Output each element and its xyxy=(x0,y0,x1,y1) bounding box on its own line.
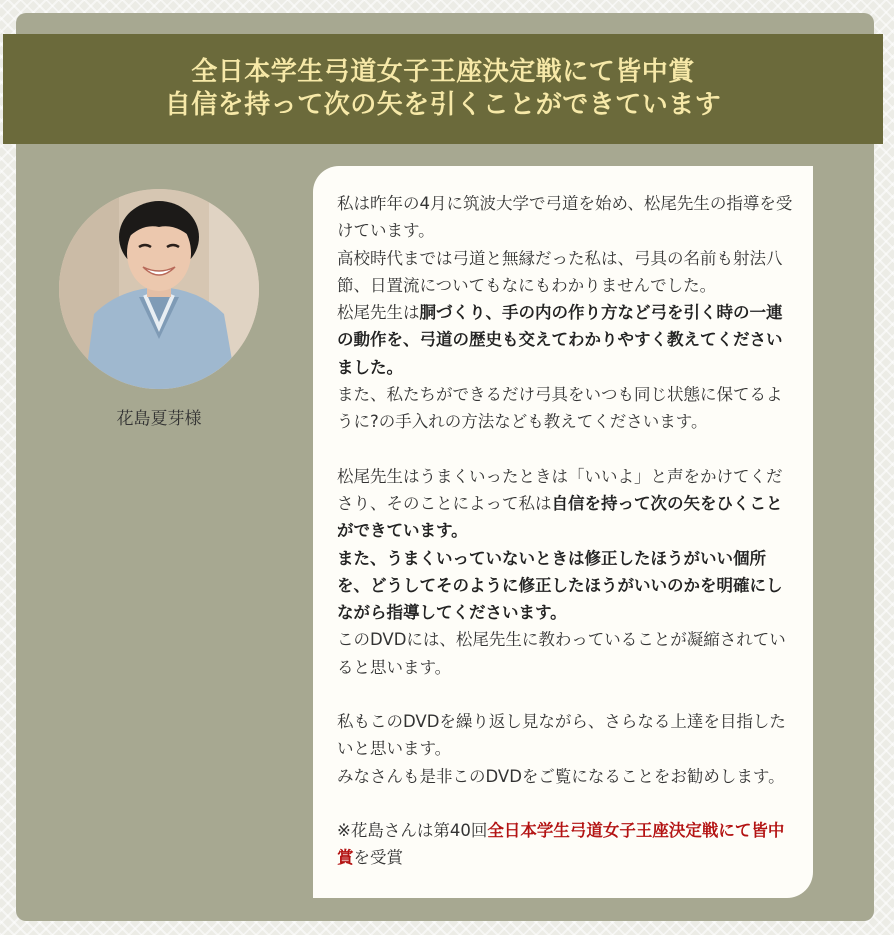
bold-text: 胴づくり、手の内の作り方など弓を引く時の一連の動作を、弓道の歴史も交えてわかりやすく教えてくださいました。 xyxy=(337,303,783,377)
text-span: を受賞 xyxy=(353,848,403,868)
text-span: 松尾先生はうまくいったときは「いいよ」と声をかけてくださり、そのことによって私は xyxy=(337,466,783,513)
headline-line-2: 自信を持って次の矢を引くことができています xyxy=(164,90,722,120)
bold-text: 自信を持って次の矢をひくことができています。 xyxy=(337,493,783,541)
text-span: このDVDには、松尾先生に教わっていることが凝縮されていると思います。 xyxy=(337,630,786,677)
text-span: 高校時代までは弓道と無縁だった私は、弓具の名前も射法八節、日置流についてもなにもわかりませんでした。 xyxy=(337,248,783,295)
text-span: 松尾先生は xyxy=(337,303,420,323)
award-highlight: 全日本学生弓道女子王座決定戦にて皆中賞 xyxy=(337,820,785,868)
avatar xyxy=(59,189,259,389)
text-span: 私もこのDVDを繰り返し見ながら、さらなる上達を目指したいと思います。 xyxy=(337,712,786,759)
text-span: また、私たちができるだけ弓具をいつも同じ状態に保てるように?の手入れの方法なども教えてくださいます。 xyxy=(337,385,783,432)
headline-banner xyxy=(3,34,883,144)
headline-line-1: 全日本学生弓道女子王座決定戦にて皆中賞 xyxy=(191,57,695,87)
text-span: みなさんも是非このDVDをご覧になることをお勧めします。 xyxy=(337,766,785,786)
paragraph-1 xyxy=(337,190,793,436)
text-span: ※花島さんは第40回 xyxy=(337,820,488,840)
paragraph-3 xyxy=(337,708,793,790)
bold-text: また、うまくいっていないときは修正したほうがいい個所を、どうしてそのように修正したほうがいいのかを明確にしながら指導してくださいます。 xyxy=(337,548,783,623)
award-note xyxy=(337,817,793,872)
text-span: 私は昨年の4月に筑波大学で弓道を始め、松尾先生の指導を受けています。 xyxy=(337,194,793,241)
testimonial-text-box xyxy=(313,166,813,898)
paragraph-2 xyxy=(337,463,793,681)
portrait-photo xyxy=(59,189,259,389)
person-name-caption: 花島夏芽様 xyxy=(116,409,202,429)
